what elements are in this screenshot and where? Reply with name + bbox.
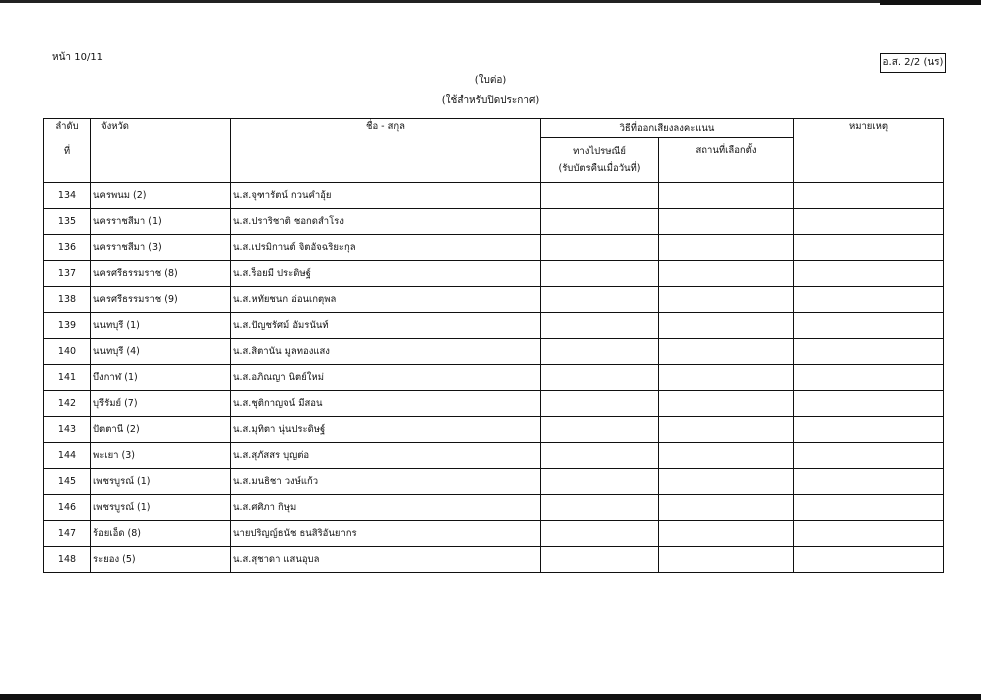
row-province: นนทบุรี (4) xyxy=(91,339,231,365)
row-name: น.ส.อภิณญา นิตย์ใหม่ xyxy=(231,365,541,391)
row-no: 136 xyxy=(44,235,91,261)
row-by-post-cell xyxy=(541,313,659,339)
table-row xyxy=(44,443,944,469)
row-name: น.ส.มุทิตา นุ่นประดิษฐ์ xyxy=(231,417,541,443)
row-name: น.ส.ศศิภา กิษุม xyxy=(231,495,541,521)
row-remarks-cell xyxy=(794,313,944,339)
column-header-by-post xyxy=(541,138,659,183)
row-no: 145 xyxy=(44,469,91,495)
column-header-by-post-line1: ทางไปรษณีย์ xyxy=(573,146,626,157)
row-remarks-cell xyxy=(794,339,944,365)
table-row xyxy=(44,313,944,339)
table-row xyxy=(44,287,944,313)
row-polling-station-cell xyxy=(659,261,794,287)
table-row xyxy=(44,469,944,495)
table-row xyxy=(44,365,944,391)
row-by-post-cell xyxy=(541,261,659,287)
row-no: 146 xyxy=(44,495,91,521)
row-polling-station-cell xyxy=(659,235,794,261)
row-name: น.ส.สุภัสสร บุญต่อ xyxy=(231,443,541,469)
row-name: น.ส.สิตานัน มูลทองแสง xyxy=(231,339,541,365)
column-header-remarks: หมายเหตุ xyxy=(794,119,944,183)
row-by-post-cell xyxy=(541,521,659,547)
form-code-box: อ.ส. 2/2 (นร) xyxy=(880,53,946,73)
row-polling-station-cell xyxy=(659,183,794,209)
row-no: 135 xyxy=(44,209,91,235)
row-by-post-cell xyxy=(541,417,659,443)
top-right-scan-edge xyxy=(880,0,981,5)
table-row xyxy=(44,183,944,209)
row-province: นครศรีธรรมราช (8) xyxy=(91,261,231,287)
row-province: ร้อยเอ็ด (8) xyxy=(91,521,231,547)
table-row xyxy=(44,235,944,261)
row-name: น.ส.ปราริชาติ ชอกดสำโรง xyxy=(231,209,541,235)
row-name: น.ส.ปัญชรัศม์ อัมรนันท์ xyxy=(231,313,541,339)
row-by-post-cell xyxy=(541,469,659,495)
row-polling-station-cell xyxy=(659,547,794,573)
column-header-no-line2: ที่ xyxy=(63,146,71,157)
row-name: น.ส.หทัยชนก อ่อนเกตุพล xyxy=(231,287,541,313)
row-name: น.ส.มนธิชา วงษ์แก้ว xyxy=(231,469,541,495)
row-by-post-cell xyxy=(541,235,659,261)
row-province: นครศรีธรรมราช (9) xyxy=(91,287,231,313)
purpose-label: (ใช้สำหรับปิดประกาศ) xyxy=(441,95,540,106)
column-header-by-post-line2: (รับบัตรคืนเมื่อวันที่) xyxy=(558,163,641,174)
row-remarks-cell xyxy=(794,287,944,313)
row-province: นนทบุรี (1) xyxy=(91,313,231,339)
row-polling-station-cell xyxy=(659,469,794,495)
column-header-province: จังหวัด xyxy=(91,119,231,183)
row-polling-station-cell xyxy=(659,365,794,391)
table-row xyxy=(44,547,944,573)
table-row xyxy=(44,521,944,547)
row-province: ระยอง (5) xyxy=(91,547,231,573)
row-remarks-cell xyxy=(794,235,944,261)
column-header-no xyxy=(44,119,91,183)
row-by-post-cell xyxy=(541,547,659,573)
row-no: 142 xyxy=(44,391,91,417)
continued-label: (ใบต่อ) xyxy=(474,75,507,86)
row-by-post-cell xyxy=(541,339,659,365)
row-no: 144 xyxy=(44,443,91,469)
row-polling-station-cell xyxy=(659,313,794,339)
row-polling-station-cell xyxy=(659,287,794,313)
row-polling-station-cell xyxy=(659,391,794,417)
row-remarks-cell xyxy=(794,365,944,391)
row-polling-station-cell xyxy=(659,339,794,365)
row-name: นายปริญญ์ธนัช ธนสิริอันยากร xyxy=(231,521,541,547)
row-remarks-cell xyxy=(794,417,944,443)
row-name: น.ส.ชุติกาญจน์ มีสอน xyxy=(231,391,541,417)
row-province: ปัตตานี (2) xyxy=(91,417,231,443)
row-polling-station-cell xyxy=(659,417,794,443)
table-row xyxy=(44,339,944,365)
row-province: พะเยา (3) xyxy=(91,443,231,469)
row-by-post-cell xyxy=(541,365,659,391)
column-header-name: ชื่อ - สกุล xyxy=(231,119,541,183)
row-province: เพชรบูรณ์ (1) xyxy=(91,495,231,521)
column-header-polling-station: สถานที่เลือกตั้ง xyxy=(659,138,794,183)
row-by-post-cell xyxy=(541,183,659,209)
row-remarks-cell xyxy=(794,521,944,547)
row-polling-station-cell xyxy=(659,209,794,235)
table-row xyxy=(44,495,944,521)
row-province: บุรีรัมย์ (7) xyxy=(91,391,231,417)
table-row xyxy=(44,209,944,235)
row-province: นครพนม (2) xyxy=(91,183,231,209)
table-row xyxy=(44,261,944,287)
row-polling-station-cell xyxy=(659,521,794,547)
row-no: 139 xyxy=(44,313,91,339)
row-by-post-cell xyxy=(541,287,659,313)
table-row xyxy=(44,391,944,417)
row-name: น.ส.ร็อยมี ประดิษฐ์ xyxy=(231,261,541,287)
row-by-post-cell xyxy=(541,391,659,417)
row-no: 140 xyxy=(44,339,91,365)
row-province: นครราชสีมา (1) xyxy=(91,209,231,235)
row-remarks-cell xyxy=(794,391,944,417)
top-border-line xyxy=(0,0,981,3)
row-name: น.ส.จุฑารัตน์ กวนคำอุ้ย xyxy=(231,183,541,209)
row-by-post-cell xyxy=(541,495,659,521)
row-remarks-cell xyxy=(794,209,944,235)
row-remarks-cell xyxy=(794,495,944,521)
column-header-no-line1: ลำดับ xyxy=(55,121,79,132)
row-province: บึงกาฬ (1) xyxy=(91,365,231,391)
row-by-post-cell xyxy=(541,209,659,235)
row-province: เพชรบูรณ์ (1) xyxy=(91,469,231,495)
row-polling-station-cell xyxy=(659,495,794,521)
bottom-scan-edge xyxy=(0,694,981,700)
row-no: 137 xyxy=(44,261,91,287)
row-by-post-cell xyxy=(541,443,659,469)
row-polling-station-cell xyxy=(659,443,794,469)
row-no: 138 xyxy=(44,287,91,313)
row-province: นครราชสีมา (3) xyxy=(91,235,231,261)
row-remarks-cell xyxy=(794,261,944,287)
page-number: หน้า 10/11 xyxy=(52,52,104,63)
row-remarks-cell xyxy=(794,469,944,495)
row-name: น.ส.สุชาดา แสนอุบล xyxy=(231,547,541,573)
table-row xyxy=(44,417,944,443)
row-remarks-cell xyxy=(794,547,944,573)
row-name: น.ส.เปรมิกานต์ จิตอัจฉริยะกุล xyxy=(231,235,541,261)
row-no: 134 xyxy=(44,183,91,209)
column-header-voting-method: วิธีที่ออกเสียงลงคะแนน xyxy=(541,119,794,138)
row-remarks-cell xyxy=(794,183,944,209)
row-remarks-cell xyxy=(794,443,944,469)
row-no: 141 xyxy=(44,365,91,391)
voter-list-table xyxy=(43,118,944,573)
row-no: 147 xyxy=(44,521,91,547)
row-no: 148 xyxy=(44,547,91,573)
row-no: 143 xyxy=(44,417,91,443)
